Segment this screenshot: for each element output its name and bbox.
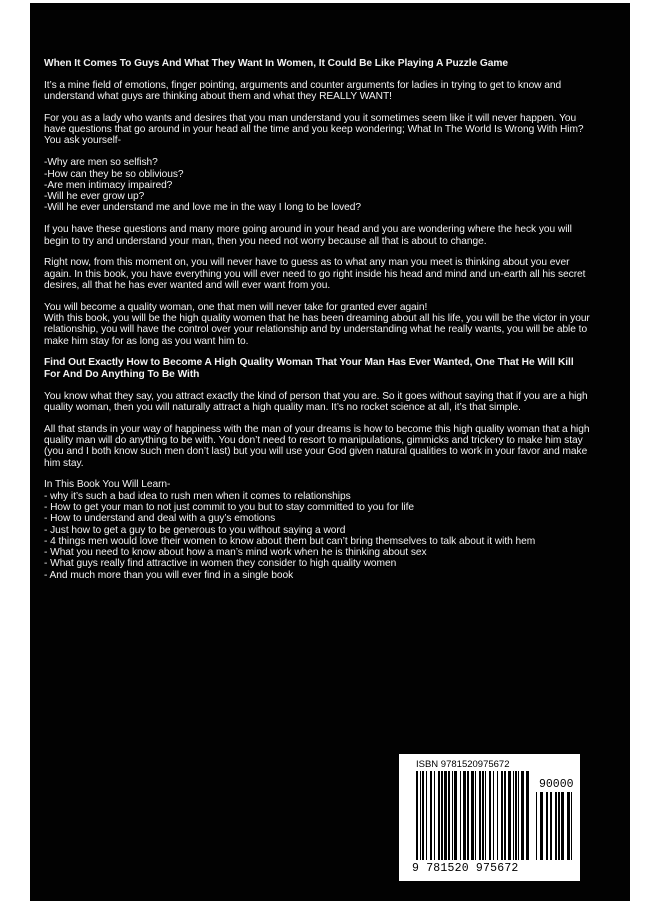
isbn-label: ISBN 9781520975672 — [416, 759, 510, 770]
blurb-paragraph: You will become a quality woman, one that men will never take for granted ever again! With this book, you will be the high quality women that he has been dreaming about all his life, you will be the victor in your relationship, you will have the control over your relationship and by understanding what he really wants, you will be able to make him stay for as long as you want him to. — [44, 301, 590, 347]
isbn-barcode — [399, 754, 580, 881]
blurb-heading-2: Find Out Exactly How to Become A High Quality Woman That Your Man Has Ever Wanted, One That He Will Kill For And Do Anything To Be With — [44, 357, 574, 380]
blurb-paragraph: For you as a lady who wants and desires that you man understand you it sometimes seem like it will never happen. You have questions that go around in your head all the time and you keep wondering; What In The World Is Wrong With Him? You ask yourself- — [44, 112, 584, 147]
blurb-text — [44, 58, 592, 591]
blurb-paragraph: It’s a mine field of emotions, finger pointing, arguments and counter arguments for ladies in trying to get to know and understand what guys are thinking about them and what they REALLY WANT! — [44, 79, 562, 103]
question-list: -Why are men so selfish? -How can they be so oblivious? -Are men intimacy impaired? -Will he ever grow up? -Will he ever understand me and love me in the way I long to be loved? — [44, 157, 362, 214]
blurb-heading-1: When It Comes To Guys And What They Want In Women, It Could Be Like Playing A Puzzle Game — [44, 58, 509, 69]
learn-list: In This Book You Will Learn- - why it’s such a bad idea to rush men when it comes to relationships - How to get your man to not just commit to you but to stay committed to you for life - How to understand and deal with a guy’s emotions - Just how to get a guy to be generous to you without saying a word - 4 things men would love their women to know about them but can’t bring themselves to talk about it with hem - What you need to know about how a man’s mind work when he is thinking about sex - What guys really find attractive in women they consider to high quality women - And much more than you will ever find in a single book — [44, 479, 536, 581]
blurb-paragraph: All that stands in your way of happiness with the man of your dreams is how to become this high quality woman that a high quality man will do anything to be with. You don’t need to resort to manipulations, gimmicks and trickery to make him stay (you and I both know such men don’t last) but you will use your God given natural qualities to work in your favor and make him stay. — [44, 423, 590, 469]
barcode-digits: 9 781520 975672 — [412, 862, 519, 875]
blurb-paragraph: Right now, from this moment on, you will never have to guess as to what any man you meet is thinking about you ever again. In this book, you have everything you will ever need to go right inside his head and mind and un-earth all his secret desires, all that he has ever wanted and will ever want from you. — [44, 257, 586, 291]
price-code: 90000 — [539, 778, 574, 791]
blurb-paragraph: If you have these questions and many more going around in your head and you are wondering where the heck you will begin to try and understand your man, then you need not worry because all that is about to change. — [44, 224, 572, 247]
blurb-paragraph: You know what they say, you attract exactly the kind of person that you are. So it goes without saying that if you are a high quality woman, then you will naturally attract a high quality man. It’s no rocket science at all, it’s that simple. — [44, 390, 588, 413]
